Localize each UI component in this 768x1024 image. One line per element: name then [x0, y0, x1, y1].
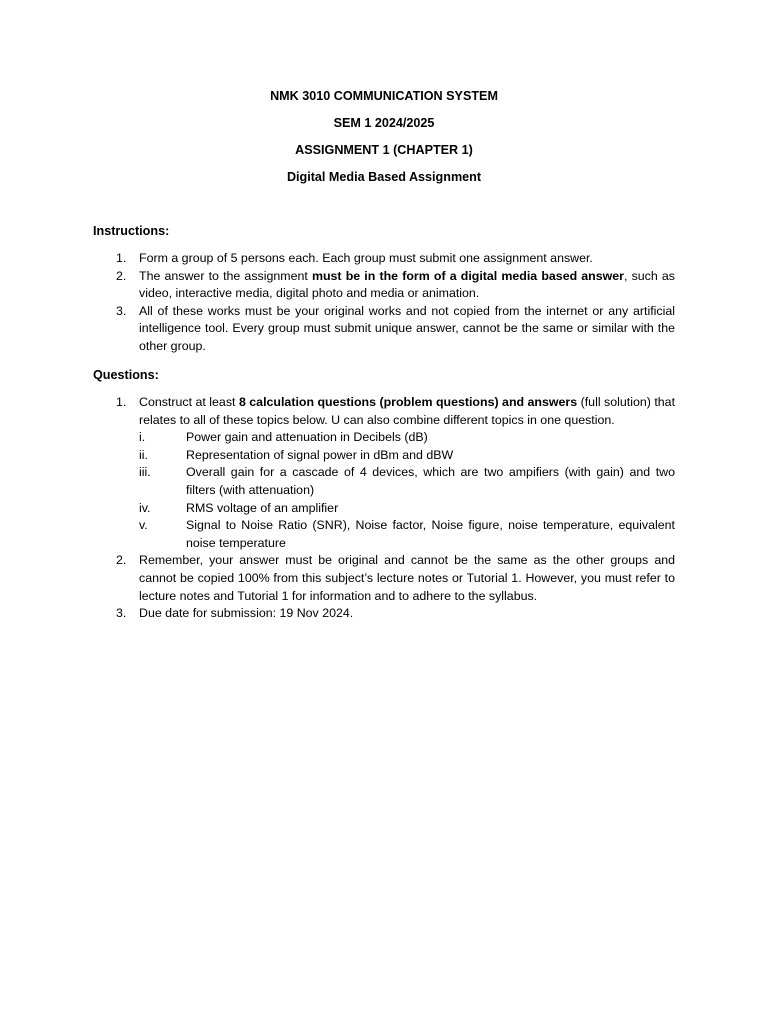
instructions-heading: Instructions: [93, 224, 170, 238]
question-number: 1. [116, 395, 127, 409]
question-emphasis: 8 calculation questions (problem questions) and answers [238, 395, 578, 409]
topic-text: RMS voltage of an amplifier [186, 500, 339, 515]
question-text: (full solution) that relates to all of these topics below. U can also combine different topics in one question. [139, 395, 676, 427]
topic-item [139, 500, 675, 518]
questions-list [93, 394, 675, 623]
topic-text: Power gain and attenuation in Decibels (dB) [186, 430, 428, 445]
instructions-list [93, 250, 675, 356]
instruction-item [93, 303, 675, 356]
question-number: 2. [116, 553, 127, 568]
topic-number: iv. [139, 500, 151, 515]
course-title: NMK 3010 COMMUNICATION SYSTEM [270, 89, 498, 103]
topic-item [139, 464, 675, 499]
question-text: Remember, your answer must be original and cannot be the same as the other groups and cannot be copied 100% from this subject’s lecture notes or Tutorial 1. However, you must refer to lecture notes and Tutorial 1 for information and to adhere to the syllabus. [139, 553, 675, 603]
instruction-text: Form a group of 5 persons each. Each group must submit one assignment answer. [139, 251, 593, 265]
topic-text: Overall gain for a cascade of 4 devices, which are two ampifiers (with gain) and two filters (with attenuation) [186, 465, 675, 497]
instruction-text: All of these works must be your original works and not copied from the internet or any artificial intelligence tool. Every group must submit unique answer, cannot be the same or similar with the other group. [139, 303, 675, 353]
questions-heading: Questions: [93, 368, 159, 382]
topic-number: ii. [139, 447, 148, 462]
assignment-type: Digital Media Based Assignment [286, 170, 482, 184]
topic-item [139, 429, 675, 447]
question-text: Construct at least [139, 395, 239, 409]
assignment-title: ASSIGNMENT 1 (CHAPTER 1) [295, 143, 473, 157]
question-item [93, 605, 675, 623]
question-text: Due date for submission: 19 Nov 2024. [139, 606, 354, 621]
instruction-number: 3. [116, 303, 127, 318]
instruction-number: 1. [116, 251, 127, 265]
question-item [93, 394, 675, 552]
instruction-text: The answer to the assignment [139, 268, 312, 283]
semester-title: SEM 1 2024/2025 [333, 116, 435, 130]
topic-number: i. [139, 430, 146, 445]
instruction-text: , such as video, interactive media, digital photo and media or animation. [139, 268, 675, 301]
instruction-number: 2. [116, 268, 127, 283]
instruction-item [93, 268, 675, 303]
instruction-emphasis: must be in the form of a digital media based answer [311, 268, 624, 283]
topic-text: Representation of signal power in dBm and dBW [186, 447, 454, 462]
instruction-item [93, 250, 675, 268]
question-item [93, 552, 675, 605]
topic-item [139, 447, 675, 465]
topic-item [139, 517, 675, 552]
topic-text: Signal to Noise Ratio (SNR), Noise factor, Noise figure, noise temperature, equivalent noise temperature [186, 518, 675, 550]
question-number: 3. [116, 606, 127, 621]
topic-number: v. [139, 518, 148, 533]
topic-number: iii. [139, 465, 151, 480]
